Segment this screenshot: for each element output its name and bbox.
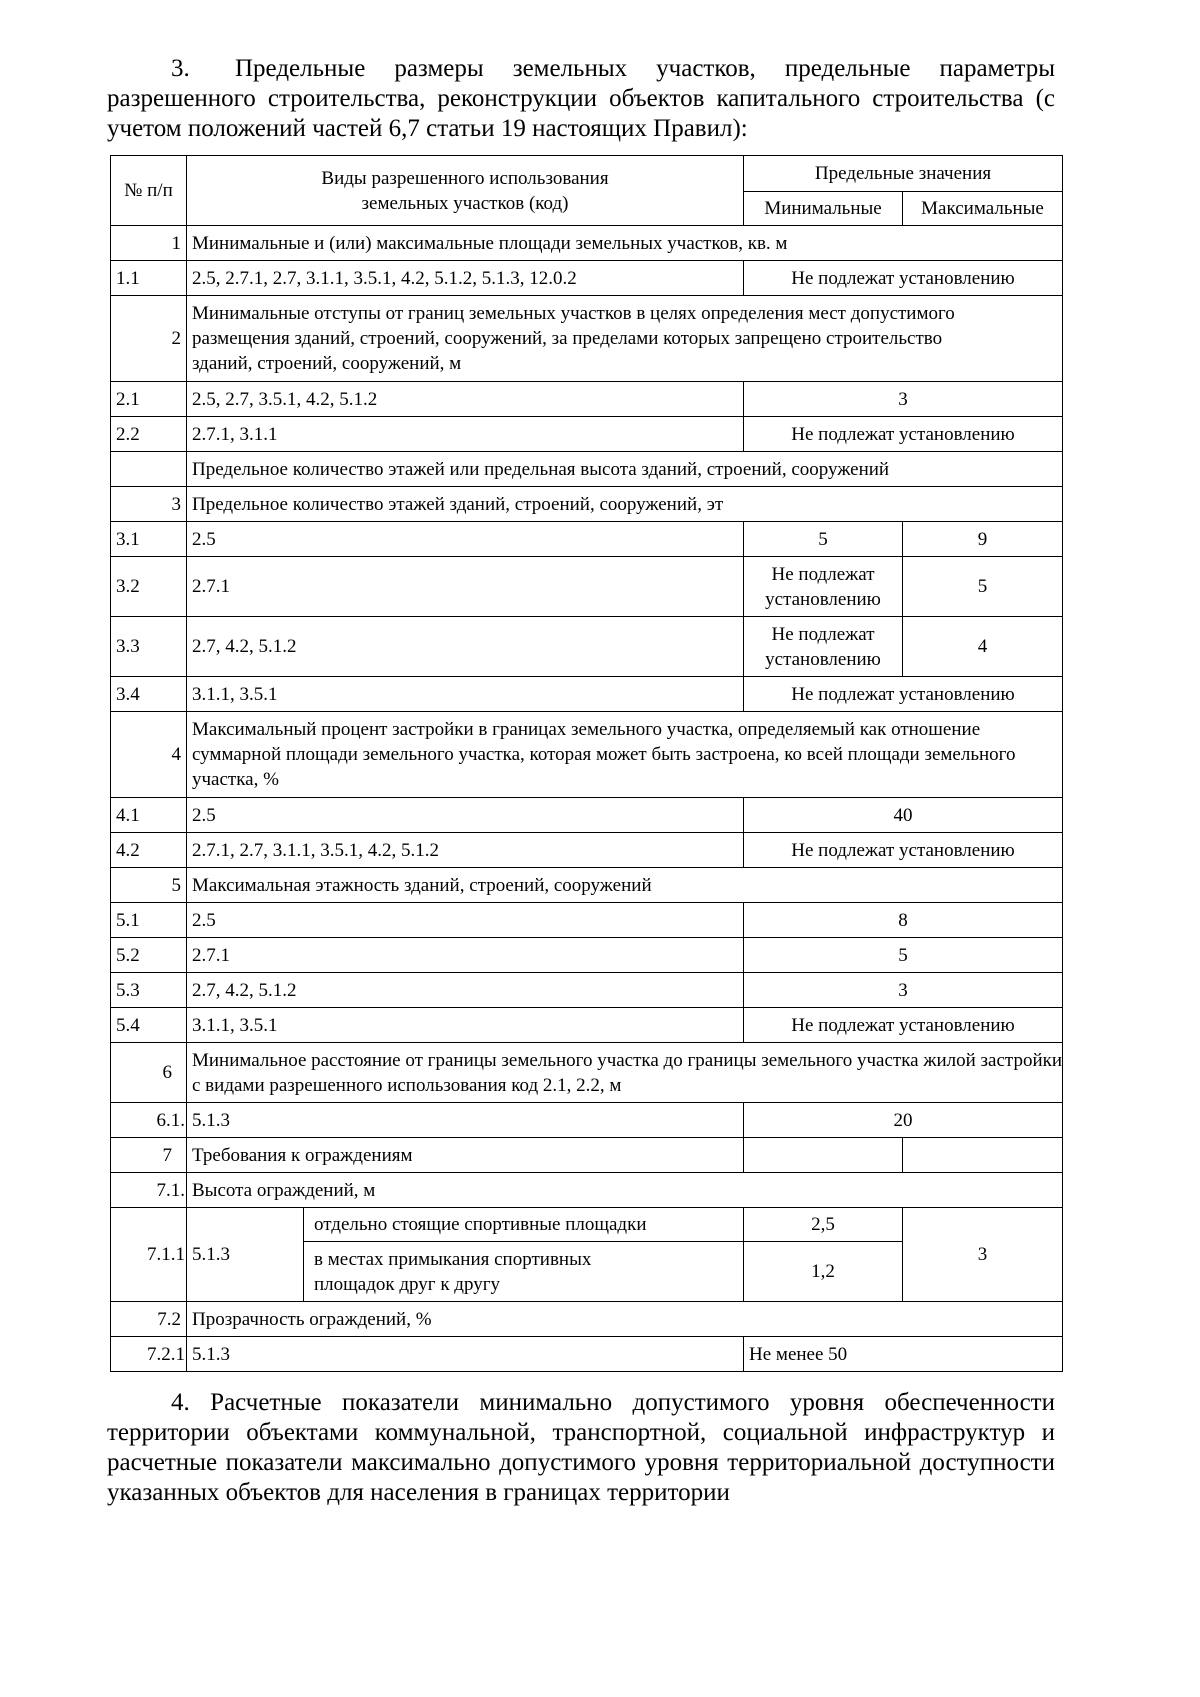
row-text: Максимальная этажность зданий, строений, сооружений [187, 868, 1063, 903]
row-num: 7.2 [111, 1302, 187, 1337]
row-subtext: в местах примыкания спортивных площадок друг к другу [304, 1242, 744, 1302]
row-text: Прозрачность ограждений, % [187, 1302, 1063, 1337]
table-row [111, 903, 1063, 938]
table-row [111, 1043, 1063, 1103]
row-num: 3 [111, 487, 187, 522]
row-num: 6.1. [111, 1103, 187, 1138]
row-codes: 2.5 [187, 522, 744, 557]
row-codes: 2.7, 4.2, 5.1.2 [187, 973, 744, 1008]
table-row [111, 382, 1063, 417]
row-value: 40 [744, 798, 1063, 833]
row-codes: 2.7, 4.2, 5.1.2 [187, 617, 744, 677]
header-min: Минимальные [744, 192, 903, 226]
section-3-number: 3. [171, 55, 190, 82]
row-min: 1,2 [744, 1242, 903, 1302]
row-codes: 5.1.3 [187, 1103, 744, 1138]
row-num: 3.4 [111, 677, 187, 712]
row-text: Максимальный процент застройки в границах земельного участка, определяемый как отношение суммарной площади земельного участка, которая может быть застроена, ко всей площади земельного участка, % [187, 712, 1063, 798]
table-row [111, 1208, 1063, 1242]
row-codes: 3.1.1, 3.5.1 [187, 1008, 744, 1043]
table-row [111, 617, 1063, 677]
row-max: 5 [903, 557, 1063, 617]
row-num: 5.3 [111, 973, 187, 1008]
row-num: 4.1 [111, 798, 187, 833]
row-num [111, 452, 187, 487]
row-num: 3.1 [111, 522, 187, 557]
row-num: 3.2 [111, 557, 187, 617]
row-value: Не подлежат установлению [744, 677, 1063, 712]
row-codes: 2.7.1 [187, 557, 744, 617]
table-row [111, 677, 1063, 712]
header-max: Максимальные [903, 192, 1063, 226]
row-num: 1 [111, 226, 187, 261]
row-max: 3 [903, 1208, 1063, 1302]
row-num: 3.3 [111, 617, 187, 677]
row-codes: 2.7.1, 3.1.1 [187, 417, 744, 452]
row-value: Не менее 50 [744, 1337, 1063, 1372]
table-row [111, 798, 1063, 833]
section-4-paragraph [107, 1388, 1055, 1508]
limits-table [110, 155, 1063, 1372]
row-max: 9 [903, 522, 1063, 557]
row-value: Не подлежат установлению [744, 1008, 1063, 1043]
section-4-text: 4. Расчетные показатели минимально допустимого уровня обеспеченности территории объектами коммунальной, транспортной, социальной инфраструктур и расчетные показатели максимально допустимого уровня территориальной доступности указанных объектов для населения в границах территории [107, 1389, 1055, 1506]
row-codes: 2.5 [187, 903, 744, 938]
row-min-empty [744, 1138, 903, 1173]
row-text: Минимальное расстояние от границы земельного участка до границы земельного участка жилой застройки с видами разрешенного использования код 2.1, 2.2, м [187, 1043, 1063, 1103]
table-row [111, 522, 1063, 557]
row-value: 3 [744, 382, 1063, 417]
table-row [111, 487, 1063, 522]
row-max-empty [903, 1138, 1063, 1173]
table-row [111, 712, 1063, 798]
row-min: Не подлежат установлению [744, 617, 903, 677]
table-row [111, 1173, 1063, 1208]
row-codes: 5.1.3 [187, 1337, 744, 1372]
row-value: Не подлежат установлению [744, 417, 1063, 452]
table-row [111, 1302, 1063, 1337]
table-row [111, 557, 1063, 617]
row-num: 2 [111, 296, 187, 382]
row-num: 5 [111, 868, 187, 903]
row-subtext: отдельно стоящие спортивные площадки [304, 1208, 744, 1242]
row-min: 5 [744, 522, 903, 557]
table-row [111, 226, 1063, 261]
table-row [111, 833, 1063, 868]
row-codes: 2.5 [187, 798, 744, 833]
row-num: 5.2 [111, 938, 187, 973]
row-text: Минимальные отступы от границ земельных участков в целях определения мест допустимого размещения зданий, строений, сооружений, за пределами которых запрещено строительство зданий, строений, сооружений, м [187, 296, 1063, 382]
table-row [111, 296, 1063, 382]
row-num: 4.2 [111, 833, 187, 868]
table-row [111, 1008, 1063, 1043]
row-value: Не подлежат установлению [744, 833, 1063, 868]
table-row [111, 1138, 1063, 1173]
row-value: 20 [744, 1103, 1063, 1138]
table-row [111, 417, 1063, 452]
table-row [111, 1103, 1063, 1138]
row-min: 2,5 [744, 1208, 903, 1242]
row-value: 5 [744, 938, 1063, 973]
table-row [111, 261, 1063, 296]
row-value: 8 [744, 903, 1063, 938]
row-text: Минимальные и (или) максимальные площади земельных участков, кв. м [187, 226, 1063, 261]
table-row [111, 868, 1063, 903]
row-codes: 5.1.3 [187, 1208, 304, 1302]
table-row [111, 452, 1063, 487]
header-kinds: Виды разрешенного использования земельных участков (код) [187, 156, 744, 226]
row-text: Предельное количество этажей или предельная высота зданий, строений, сооружений [187, 452, 1063, 487]
row-num: 4 [111, 712, 187, 798]
row-max: 4 [903, 617, 1063, 677]
row-num: 1.1 [111, 261, 187, 296]
section-3-paragraph [107, 54, 1055, 144]
row-codes: 3.1.1, 3.5.1 [187, 677, 744, 712]
row-text: Предельное количество этажей зданий, строений, сооружений, эт [187, 487, 1063, 522]
header-limits: Предельные значения [744, 156, 1063, 192]
row-value: Не подлежат установлению [744, 261, 1063, 296]
row-codes: 2.5, 2.7, 3.5.1, 4.2, 5.1.2 [187, 382, 744, 417]
table-header-row [111, 156, 1063, 192]
row-text: Требования к ограждениям [187, 1138, 744, 1173]
row-num: 7.1.1 [111, 1208, 187, 1302]
table-row [111, 938, 1063, 973]
row-num: 7.1. [111, 1173, 187, 1208]
row-codes: 2.7.1 [187, 938, 744, 973]
row-num: 2.1 [111, 382, 187, 417]
row-min: Не подлежат установлению [744, 557, 903, 617]
row-num: 2.2 [111, 417, 187, 452]
table-row [111, 973, 1063, 1008]
row-num: 7 [111, 1138, 187, 1173]
row-num: 7.2.1 [111, 1337, 187, 1372]
row-num: 5.4 [111, 1008, 187, 1043]
row-num: 6 [111, 1043, 187, 1103]
row-num: 5.1 [111, 903, 187, 938]
table-row [111, 1337, 1063, 1372]
row-text: Высота ограждений, м [187, 1173, 1063, 1208]
row-codes: 2.5, 2.7.1, 2.7, 3.1.1, 3.5.1, 4.2, 5.1.2, 5.1.3, 12.0.2 [187, 261, 744, 296]
row-value: 3 [744, 973, 1063, 1008]
section-3-text: Предельные размеры земельных участков, предельные параметры разрешенного строительства, реконструкции объектов капитального строительства (с учетом положений частей 6,7 статьи 19 настоящих Правил): [107, 55, 1055, 142]
header-num: № п/п [111, 156, 187, 226]
row-codes: 2.7.1, 2.7, 3.1.1, 3.5.1, 4.2, 5.1.2 [187, 833, 744, 868]
